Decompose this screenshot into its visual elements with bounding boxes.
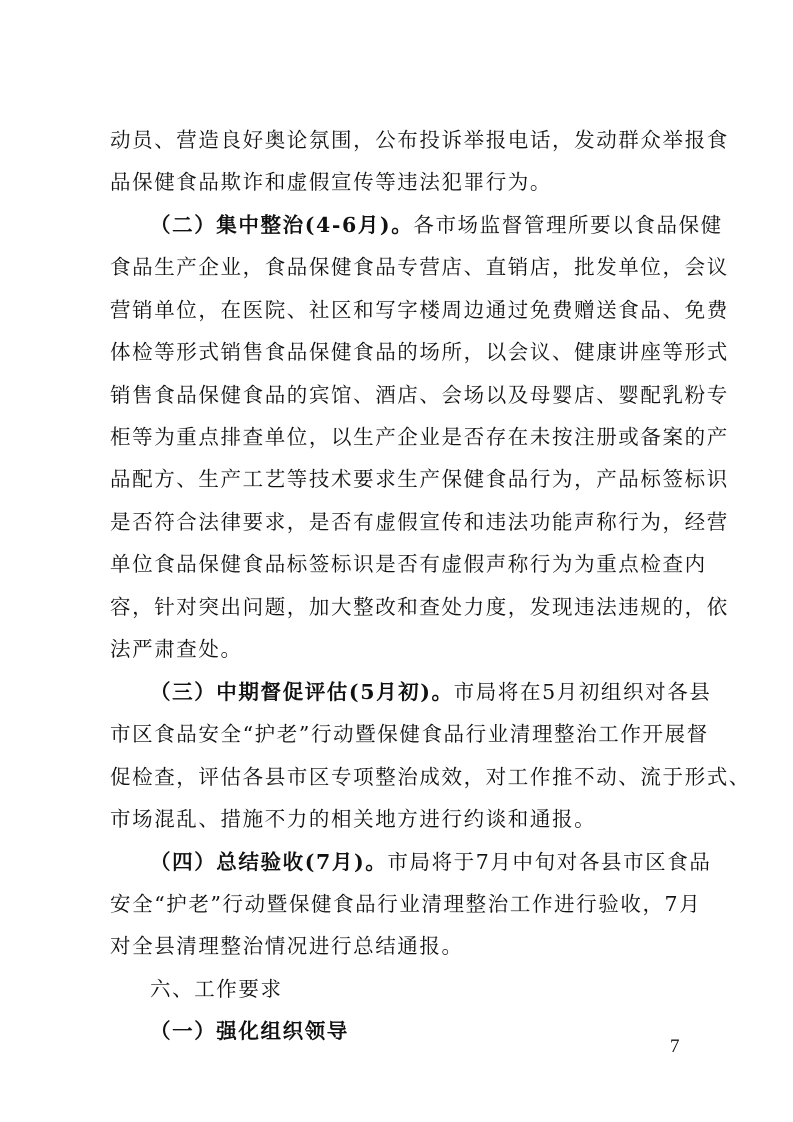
paragraph-line: 促检查，评估各县市区专项整治成效，对工作推不动、流于形式、 bbox=[110, 765, 751, 789]
paragraph-line: 食品生产企业，食品保健食品专营店、直销店，批发单位，会议 bbox=[110, 255, 729, 279]
paragraph-line: 对全县清理整治情况进行总结通报。 bbox=[110, 934, 464, 958]
paragraph-line: 销售食品保健食品的宾馆、酒店、会场以及母婴店、婴配乳粉专 bbox=[110, 383, 729, 407]
paragraph-line: 柜等为重点排查单位，以生产企业是否存在未按注册或备案的产 bbox=[110, 425, 729, 449]
paragraph-text: 市局将于7月中旬对各县市区食品 bbox=[387, 850, 712, 874]
paragraph-first-line bbox=[150, 210, 723, 240]
paragraph-line: 安全“护老”行动暨保健食品行业清理整治工作进行验收，7月 bbox=[110, 892, 702, 916]
paragraph-line: 市场混乱、措施不力的相关地方进行约谈和通报。 bbox=[110, 807, 597, 831]
paragraph-line: 单位食品保健食品标签标识是否有虚假声称行为为重点检查内 bbox=[110, 552, 707, 576]
paragraph-text: 市局将在5月初组织对各县 bbox=[453, 680, 712, 704]
paragraph-line: 品保健食品欺诈和虚假宣传等违法犯罪行为。 bbox=[110, 170, 552, 194]
paragraph-line: 是否符合法律要求，是否有虚假宣传和违法功能声称行为，经营 bbox=[110, 510, 729, 534]
paragraph-line: 市区食品安全“护老”行动暨保健食品行业清理整治工作开展督 bbox=[110, 722, 709, 746]
paragraph-line: 容，针对突出问题，加大整改和查处力度，发现违法违规的，依 bbox=[110, 595, 729, 619]
paragraph-line: 营销单位，在医院、社区和写字楼周边通过免费赠送食品、免费 bbox=[110, 298, 729, 322]
section-heading-inline: （三）中期督促评估(5月初)。 bbox=[150, 680, 454, 704]
paragraph-line: 动员、营造良好奥论氛围，公布投诉举报电话，发动群众举报食 bbox=[110, 128, 729, 152]
page-number: 7 bbox=[670, 1036, 680, 1057]
paragraph-first-line bbox=[150, 677, 712, 707]
paragraph-line: 品配方、生产工艺等技术要求生产保健食品行为，产品标签标识 bbox=[110, 467, 729, 491]
paragraph-line: 体检等形式销售食品保健食品的场所，以会议、健康讲座等形式 bbox=[110, 340, 729, 364]
paragraph-first-line bbox=[150, 847, 712, 877]
paragraph-text: 各市场监督管理所要以食品保健 bbox=[413, 213, 723, 237]
subsection-heading: （一）强化组织领导 bbox=[150, 1019, 349, 1043]
paragraph-line: 法严肃查处。 bbox=[110, 637, 243, 661]
section-title: 六、工作要求 bbox=[150, 977, 283, 1001]
section-heading-inline: （二）集中整治(4-6月)。 bbox=[150, 213, 414, 237]
section-heading-inline: （四）总结验收(7月)。 bbox=[150, 850, 388, 874]
